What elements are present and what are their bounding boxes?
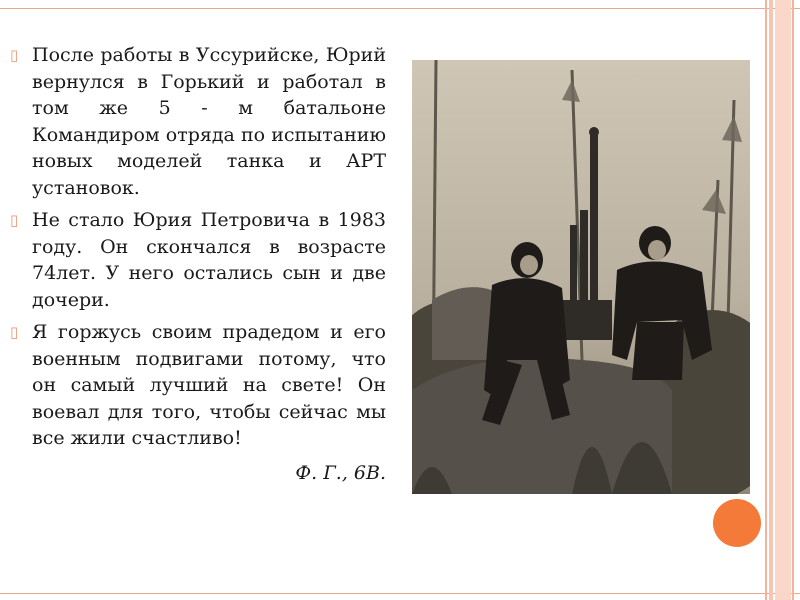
slide-text-column xyxy=(10,42,386,486)
bullet-icon: ▯ xyxy=(10,46,19,64)
paragraph-text: Я горжусь своим прадедом и его военным подвигами потому, что он самый лучший на свете! Он воевал для того, чтобы сейчас мы все жили счастливо! xyxy=(32,321,386,449)
paragraph-text: После работы в Уссурийске, Юрий вернулся в Горький и работал в том же 5 - м батальоне Командиром отряда по испытанию новых моделей танка и АРТ установок. xyxy=(32,44,386,199)
right-border-stripe xyxy=(792,0,794,600)
bullet-paragraph-3 xyxy=(10,319,386,452)
right-border-stripe xyxy=(775,0,791,600)
author-signature: Ф. Г., 6В. xyxy=(295,461,386,484)
bullet-paragraph-2 xyxy=(10,207,386,313)
photo-illustration xyxy=(412,60,750,494)
photo-two-soldiers-on-tank-icon xyxy=(412,60,750,494)
decorative-orange-circle xyxy=(713,499,761,547)
paragraph-text: Не стало Юрия Петровича в 1983 году. Он скончался в возрасте 74лет. У него остались сын и две дочери. xyxy=(32,209,386,311)
bullet-icon: ▯ xyxy=(10,211,19,229)
top-frame-line xyxy=(0,0,800,9)
bullet-paragraph-1 xyxy=(10,42,386,201)
right-border-stripe xyxy=(769,0,773,600)
bullet-icon: ▯ xyxy=(10,323,19,341)
right-border-stripe xyxy=(765,0,767,600)
bottom-frame-line xyxy=(0,593,800,600)
